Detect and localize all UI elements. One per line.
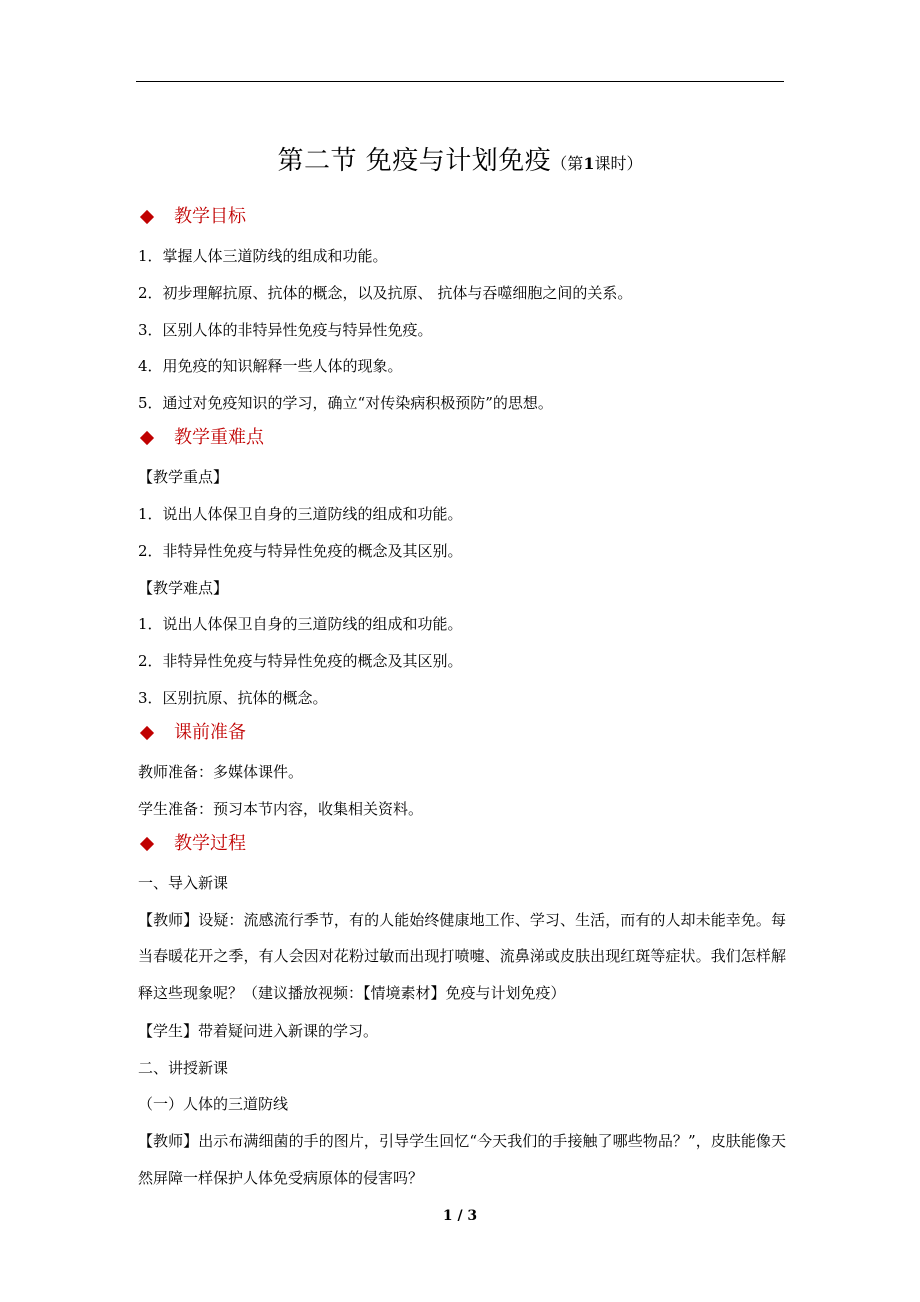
section-heading-text: 教学过程	[174, 832, 246, 854]
diamond-bullet-icon	[140, 837, 154, 851]
process-part-title: 一、导入新课	[138, 873, 229, 892]
page-title	[0, 140, 920, 177]
focus-item: 1．说出人体保卫自身的三道防线的组成和功能。	[138, 504, 463, 523]
process-paragraph: 【学生】带着疑问进入新课的学习。	[138, 1021, 379, 1040]
objective-item: 2．初步理解抗原、抗体的概念，以及抗原、 抗体与吞噬细胞之间的关系。	[138, 283, 633, 302]
section-heading-preparation	[138, 722, 786, 744]
focus-label: 【教学重点】	[138, 468, 229, 487]
process-part-title: 二、讲授新课	[138, 1058, 229, 1077]
document-body	[138, 206, 786, 1206]
difficulty-item: 3．区别抗原、抗体的概念。	[138, 688, 328, 707]
section-heading-text: 教学重难点	[174, 427, 264, 449]
diamond-bullet-icon	[140, 431, 154, 445]
section-heading-objectives	[138, 206, 786, 228]
section-heading-text: 教学目标	[174, 206, 246, 227]
process-subsection-title: （一）人体的三道防线	[138, 1095, 289, 1114]
difficulty-item: 1．说出人体保卫自身的三道防线的组成和功能。	[138, 615, 463, 634]
section-heading-text: 课前准备	[174, 721, 246, 743]
title-sub-number: 1	[583, 154, 595, 173]
objective-item: 3．区别人体的非特异性免疫与特异性免疫。	[138, 320, 433, 339]
section-heading-process	[138, 833, 786, 855]
focus-item: 2．非特异性免疫与特异性免疫的概念及其区别。	[138, 541, 463, 560]
section-heading-key-points	[138, 427, 786, 449]
title-sub-suffix: 课时）	[594, 154, 643, 173]
diamond-bullet-icon	[140, 726, 154, 740]
objective-item: 5．通过对免疫知识的学习，确立“对传染病积极预防”的思想。	[138, 394, 553, 413]
header-rule	[136, 81, 784, 82]
objective-item: 1．掌握人体三道防线的组成和功能。	[138, 247, 388, 265]
difficulty-label: 【教学难点】	[138, 578, 229, 597]
objective-item: 4．用免疫的知识解释一些人体的现象。	[138, 357, 403, 376]
title-sub-prefix: （第	[551, 154, 584, 173]
page-number: 1 / 3	[442, 1208, 478, 1224]
process-paragraph: 【教师】出示布满细菌的手的图片，引导学生回忆“今天我们的手接触了哪些物品？”，皮肤能像天然屏障一样保护人体免受病原体的侵害吗？	[138, 1132, 786, 1187]
teacher-preparation: 教师准备：多媒体课件。	[138, 762, 304, 781]
title-main: 第二节 免疫与计划免疫	[277, 146, 552, 176]
title-sub	[551, 154, 642, 173]
student-preparation: 学生准备：预习本节内容，收集相关资料。	[138, 799, 424, 818]
process-paragraph: 【教师】设疑：流感流行季节，有的人能始终健康地工作、学习、生活，而有的人却未能幸免。每当春暖花开之季，有人会因对花粉过敏而出现打喷嚏、流鼻涕或皮肤出现红斑等症状。我们怎样解释这些现象呢？（建议播放视频：【情境素材】免疫与计划免疫）	[138, 910, 786, 1003]
diamond-bullet-icon	[140, 210, 154, 224]
difficulty-item: 2．非特异性免疫与特异性免疫的概念及其区别。	[138, 652, 463, 671]
